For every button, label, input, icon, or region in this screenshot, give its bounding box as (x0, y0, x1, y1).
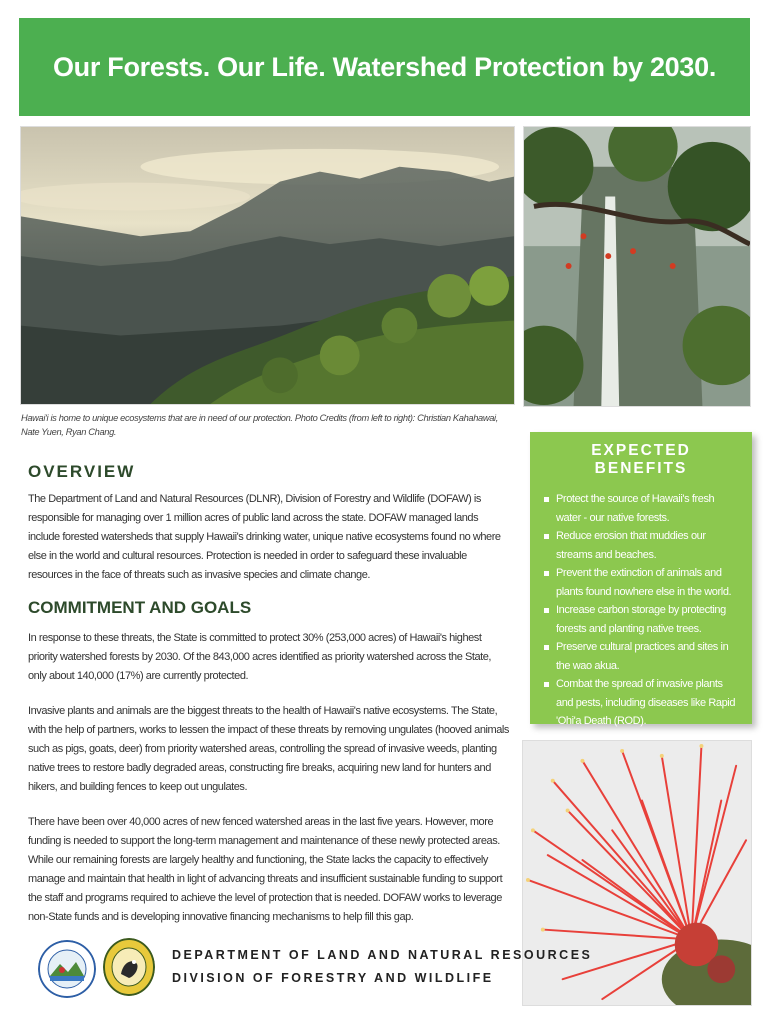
benefit-text: Increase carbon storage by protecting forests and planting native trees. (556, 604, 726, 635)
overview-text: The Department of Land and Natural Resources (DLNR), Division of Forestry and Wildlife (DOFAW) is responsible for managing over 1 million acres of public land across the state. DOFAW managed lands include forested watersheds that supply Hawaii's drinking water, unique native ecosystems found no where else in the world and cultural resources. Protection is needed in order to safeguard these invaluable resources in the face of threats such as invasive species and climate change. (28, 493, 501, 581)
benefits-heading: EXPECTED BENEFITS (591, 442, 691, 477)
benefit-item (544, 675, 738, 731)
benefit-text: Preserve cultural practices and sites in the wao akua. (556, 641, 729, 672)
benefit-text: Combat the spread of invasive plants and pests, including diseases like Rapid 'Ohi'a Death (ROD). (556, 678, 736, 727)
goals-heading: COMMITMENT AND GOALS (28, 598, 252, 617)
page-title: Our Forests. Our Life. Watershed Protection by 2030. (52, 51, 717, 82)
bullet-icon (544, 682, 549, 687)
bullet-icon (544, 608, 549, 613)
mountain-photo (20, 126, 515, 405)
overview-heading: OVERVIEW (28, 462, 136, 481)
waterfall-photo (523, 126, 751, 407)
bullet-icon (544, 497, 549, 502)
benefit-text: Protect the source of Hawaii's fresh water - our native forests. (556, 493, 715, 524)
benefit-item (544, 527, 738, 564)
bullet-icon (544, 571, 549, 576)
expected-benefits-box (530, 432, 752, 727)
benefit-text: Reduce erosion that muddies our streams and beaches. (556, 530, 706, 561)
title-banner (19, 18, 750, 116)
footer-department: DEPARTMENT OF LAND AND NATURAL RESOURCES (172, 948, 593, 962)
benefit-item (544, 638, 738, 675)
ohia-flower-photo (522, 740, 752, 1006)
dofaw-seal-logo (103, 938, 155, 996)
bullet-icon (544, 645, 549, 650)
goals-paragraph-3: There have been over 40,000 acres of new fenced watershed areas in the last five years. However, more funding is needed to support the long-term management and maintenance of these newly protected areas. While our remaining forests are largely healthy and functioning, the State lacks the capacity to effectively manage and maintain that health in light of advancing threats and insufficient sustainable funding to support the staff and programs required to achieve the level of protection that is needed. DOFAW works to leverage non-State funds and is developing innovative financing mechanisms to help fill this gap. (28, 816, 503, 923)
benefit-item (544, 601, 738, 638)
benefit-item (544, 564, 738, 601)
benefits-list (544, 490, 738, 731)
footer-division: DIVISION OF FORESTRY AND WILDLIFE (172, 971, 494, 985)
goals-paragraph-2: Invasive plants and animals are the biggest threats to the health of Hawaii's native ecosystems. The State, with the help of partners, works to lessen the impact of these threats by removing ungulates (hooved animals such as pigs, goats, deer) from priority watershed areas, controlling the spread of invasive weeds, planting native trees to restore badly degraded areas, constructing fire breaks, acquiring new land for hunters and hikers, and building fences to keep out ungulates. (28, 705, 509, 793)
benefit-text: Prevent the extinction of animals and plants found nowhere else in the world. (556, 567, 732, 598)
photo-caption: Hawai'i is home to unique ecosystems that are in need of our protection. Photo Credits (from left to right): Christian Kahahawai, Nate Yuen, Ryan Chang. (21, 413, 498, 437)
bullet-icon (544, 534, 549, 539)
benefit-item (544, 490, 738, 527)
goals-paragraph-1: In response to these threats, the State is committed to protect 30% (253,000 acres) of Hawaii's highest priority watershed forests by 2030. Of the 843,000 acres identified as priority watershed across the State, only about 140,000 (17%) are currently protected. (28, 632, 492, 682)
dlnr-seal-logo (38, 940, 96, 998)
